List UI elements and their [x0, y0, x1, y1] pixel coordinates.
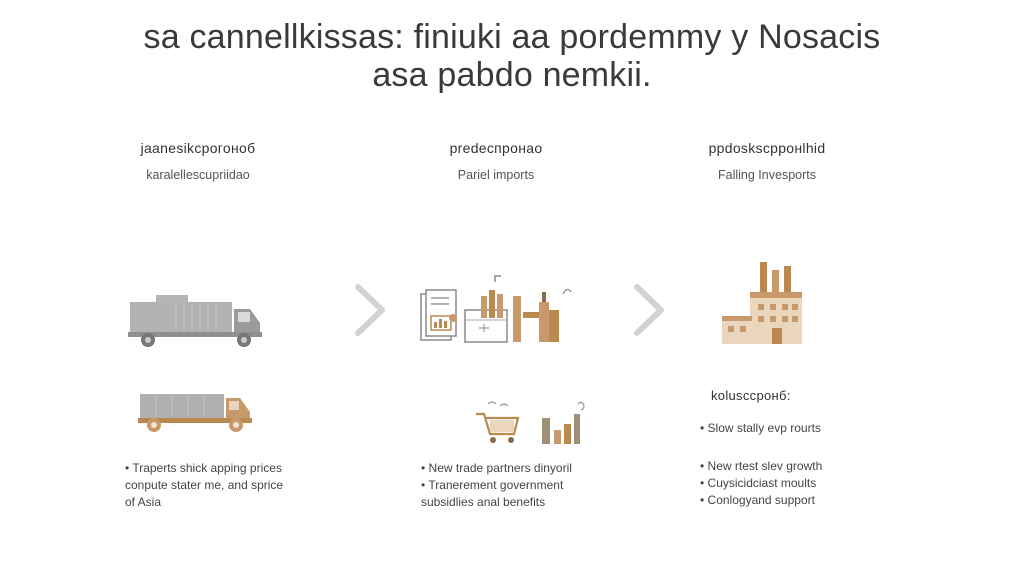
column-3-result-heading: kolusccpoнб:	[711, 388, 791, 403]
gray-truck-icon	[126, 293, 266, 351]
factory-icon	[720, 258, 812, 346]
column-1-subheading: karalellescupriidao	[146, 168, 250, 182]
column-2	[346, 140, 646, 182]
column-3-bullets-b	[700, 458, 822, 509]
cart-chart-icon	[474, 400, 590, 450]
chevron-right-icon	[352, 283, 388, 337]
title	[0, 18, 1024, 94]
title-line-2: asa pabdo nemkii.	[372, 56, 652, 94]
column-3	[617, 140, 917, 182]
chevron-right-icon	[631, 283, 667, 337]
list-item: • Traperts shick apping prices	[125, 461, 282, 475]
column-3-subheading: Falling Invesports	[718, 168, 816, 182]
column-2-subheading: Pariel imports	[457, 168, 535, 182]
column-2-bullets	[421, 460, 572, 511]
list-item: • Conlogyand support	[700, 493, 815, 507]
list-item: conpute stater me, and sprice	[125, 478, 284, 492]
list-item: • Slow stally evp rourts	[700, 421, 821, 435]
title-line-1: sa cannellkissas: finiuki aa pordemmy y Nosacis	[143, 18, 881, 56]
documents-factory-icon	[417, 272, 573, 348]
column-2-heading: predecпpoнao	[449, 140, 543, 156]
list-item: • New trade partners dinyoril	[421, 461, 572, 475]
list-item: subsidlies anal benefits	[421, 495, 546, 509]
column-3-heading: ppdoskscppoнlhid	[708, 140, 826, 156]
column-3-bullets-a	[700, 420, 821, 437]
tan-truck-icon	[136, 390, 256, 436]
list-item: • Tranerement government	[421, 478, 564, 492]
list-item: • New rtest slev growth	[700, 459, 823, 473]
list-item: • Cuysicidciast moults	[700, 476, 817, 490]
column-1-heading: jaanesikcpoгоноб	[140, 140, 256, 156]
column-1-bullets	[125, 460, 283, 511]
list-item: of Asia	[125, 495, 162, 509]
column-1	[48, 140, 348, 182]
